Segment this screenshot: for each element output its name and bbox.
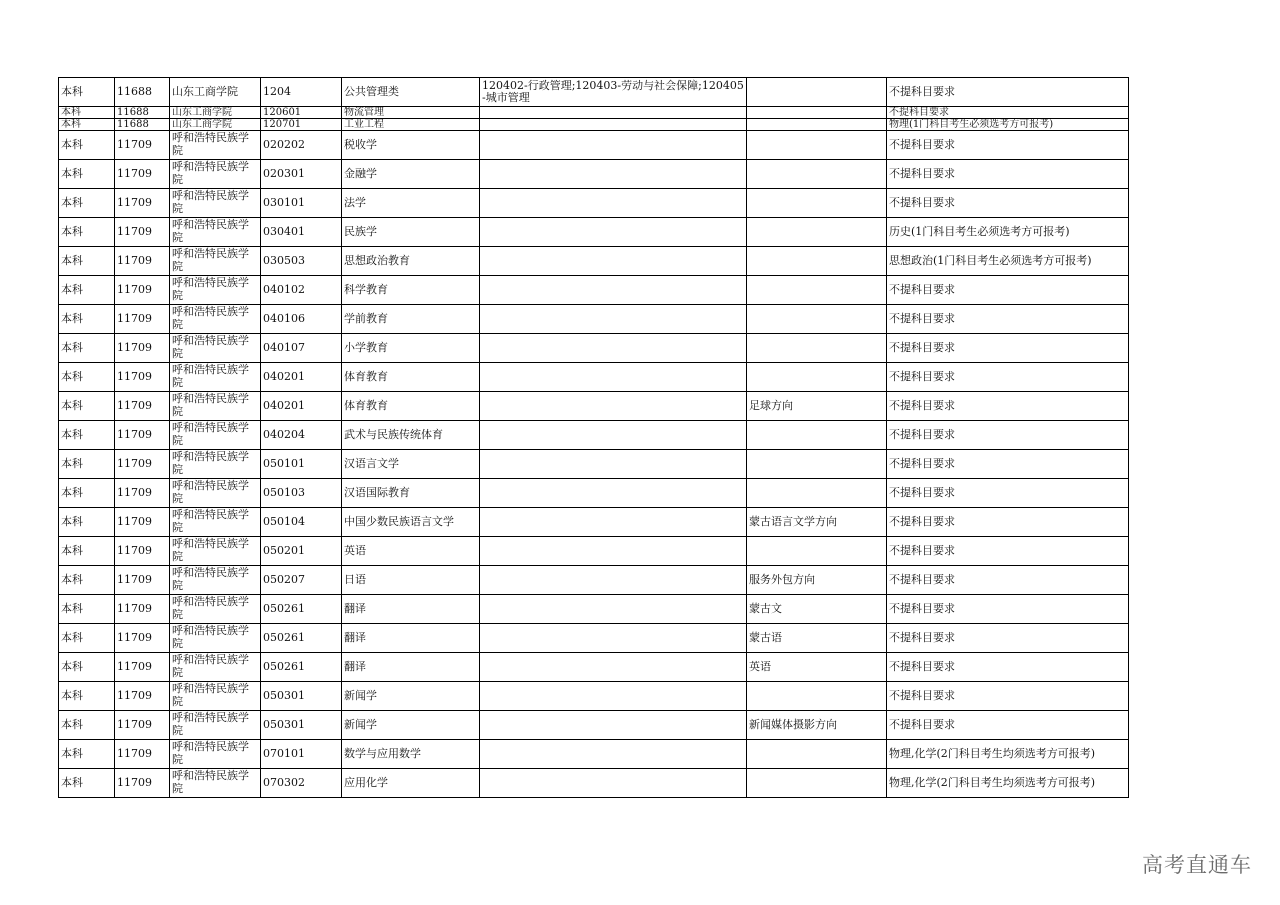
- major-note-cell: [747, 160, 887, 189]
- major-note-cell: [747, 218, 887, 247]
- level-cell: 本科: [59, 276, 115, 305]
- included-majors-cell: [480, 107, 747, 119]
- school-code-cell: 11709: [115, 508, 170, 537]
- subject-requirement-cell: 不提科目要求: [887, 508, 1129, 537]
- included-majors-cell: [480, 160, 747, 189]
- included-majors-cell: [480, 276, 747, 305]
- school-name-cell: 呼和浩特民族学院: [170, 363, 261, 392]
- major-name-cell: 小学教育: [342, 334, 480, 363]
- major-note-cell: [747, 740, 887, 769]
- major-code-cell: 050261: [261, 624, 342, 653]
- major-name-cell: 体育教育: [342, 363, 480, 392]
- major-note-cell: 服务外包方向: [747, 566, 887, 595]
- table-row: [59, 682, 1129, 711]
- school-code-cell: 11709: [115, 247, 170, 276]
- school-code-cell: 11709: [115, 160, 170, 189]
- major-name-cell: 思想政治教育: [342, 247, 480, 276]
- major-note-cell: [747, 334, 887, 363]
- major-code-cell: 020202: [261, 131, 342, 160]
- level-cell: 本科: [59, 160, 115, 189]
- major-note-cell: 蒙古文: [747, 595, 887, 624]
- major-name-cell: 民族学: [342, 218, 480, 247]
- major-note-cell: [747, 276, 887, 305]
- major-name-cell: 翻译: [342, 653, 480, 682]
- level-cell: 本科: [59, 566, 115, 595]
- school-code-cell: 11709: [115, 740, 170, 769]
- level-cell: 本科: [59, 508, 115, 537]
- subject-requirement-cell: 不提科目要求: [887, 711, 1129, 740]
- level-cell: 本科: [59, 334, 115, 363]
- subject-requirement-cell: 不提科目要求: [887, 392, 1129, 421]
- major-name-cell: 新闻学: [342, 711, 480, 740]
- school-code-cell: 11709: [115, 392, 170, 421]
- major-note-cell: [747, 107, 887, 119]
- subject-requirement-cell: 不提科目要求: [887, 450, 1129, 479]
- school-name-cell: 呼和浩特民族学院: [170, 392, 261, 421]
- school-code-cell: 11709: [115, 305, 170, 334]
- included-majors-cell: [480, 682, 747, 711]
- included-majors-cell: [480, 305, 747, 334]
- subject-requirement-cell: 不提科目要求: [887, 421, 1129, 450]
- major-code-cell: 1204: [261, 78, 342, 107]
- table-row: [59, 479, 1129, 508]
- level-cell: 本科: [59, 682, 115, 711]
- school-name-cell: 山东工商学院: [170, 78, 261, 107]
- major-code-cell: 040204: [261, 421, 342, 450]
- school-name-cell: 呼和浩特民族学院: [170, 334, 261, 363]
- level-cell: 本科: [59, 479, 115, 508]
- table-body: [59, 78, 1129, 798]
- subject-requirement-cell: 物理,化学(2门科目考生均须选考方可报考): [887, 769, 1129, 798]
- major-name-cell: 法学: [342, 189, 480, 218]
- included-majors-cell: [480, 595, 747, 624]
- major-name-cell: 日语: [342, 566, 480, 595]
- table-row: [59, 624, 1129, 653]
- table-row: [59, 276, 1129, 305]
- level-cell: 本科: [59, 537, 115, 566]
- school-name-cell: 呼和浩特民族学院: [170, 305, 261, 334]
- school-code-cell: 11709: [115, 189, 170, 218]
- subject-requirement-cell: 不提科目要求: [887, 624, 1129, 653]
- subject-requirement-cell: 不提科目要求: [887, 131, 1129, 160]
- school-name-cell: 呼和浩特民族学院: [170, 595, 261, 624]
- table-row: [59, 107, 1129, 119]
- school-name-cell: 呼和浩特民族学院: [170, 566, 261, 595]
- school-name-cell: 山东工商学院: [170, 119, 261, 131]
- major-code-cell: 050104: [261, 508, 342, 537]
- included-majors-cell: [480, 711, 747, 740]
- school-name-cell: 呼和浩特民族学院: [170, 276, 261, 305]
- school-name-cell: 呼和浩特民族学院: [170, 218, 261, 247]
- table-row: [59, 247, 1129, 276]
- subject-requirement-cell: 物理,化学(2门科目考生均须选考方可报考): [887, 740, 1129, 769]
- major-name-cell: 翻译: [342, 624, 480, 653]
- level-cell: 本科: [59, 769, 115, 798]
- level-cell: 本科: [59, 247, 115, 276]
- major-name-cell: 工业工程: [342, 119, 480, 131]
- table-row: [59, 508, 1129, 537]
- included-majors-cell: [480, 392, 747, 421]
- major-code-cell: 030101: [261, 189, 342, 218]
- school-code-cell: 11709: [115, 769, 170, 798]
- table-row: [59, 363, 1129, 392]
- level-cell: 本科: [59, 131, 115, 160]
- included-majors-cell: [480, 479, 747, 508]
- school-code-cell: 11709: [115, 450, 170, 479]
- included-majors-cell: [480, 508, 747, 537]
- subject-requirement-cell: 不提科目要求: [887, 537, 1129, 566]
- school-code-cell: 11709: [115, 363, 170, 392]
- major-note-cell: 蒙古语: [747, 624, 887, 653]
- major-code-cell: 050201: [261, 537, 342, 566]
- table-row: [59, 392, 1129, 421]
- major-code-cell: 040106: [261, 305, 342, 334]
- level-cell: 本科: [59, 119, 115, 131]
- included-majors-cell: [480, 653, 747, 682]
- school-name-cell: 呼和浩特民族学院: [170, 653, 261, 682]
- table-row: [59, 740, 1129, 769]
- school-name-cell: 呼和浩特民族学院: [170, 624, 261, 653]
- level-cell: 本科: [59, 595, 115, 624]
- major-name-cell: 应用化学: [342, 769, 480, 798]
- included-majors-cell: [480, 769, 747, 798]
- school-name-cell: 呼和浩特民族学院: [170, 682, 261, 711]
- subject-requirement-cell: 不提科目要求: [887, 107, 1129, 119]
- major-code-cell: 030401: [261, 218, 342, 247]
- school-name-cell: 呼和浩特民族学院: [170, 769, 261, 798]
- included-majors-cell: [480, 740, 747, 769]
- major-code-cell: 050103: [261, 479, 342, 508]
- table-row: [59, 160, 1129, 189]
- included-majors-cell: [480, 218, 747, 247]
- major-name-cell: 学前教育: [342, 305, 480, 334]
- major-note-cell: [747, 119, 887, 131]
- school-code-cell: 11709: [115, 711, 170, 740]
- level-cell: 本科: [59, 363, 115, 392]
- school-name-cell: 呼和浩特民族学院: [170, 479, 261, 508]
- school-code-cell: 11709: [115, 218, 170, 247]
- subject-requirement-cell: 思想政治(1门科目考生必须选考方可报考): [887, 247, 1129, 276]
- school-code-cell: 11709: [115, 421, 170, 450]
- major-code-cell: 030503: [261, 247, 342, 276]
- school-name-cell: 山东工商学院: [170, 107, 261, 119]
- major-note-cell: [747, 247, 887, 276]
- major-note-cell: 新闻媒体摄影方向: [747, 711, 887, 740]
- major-note-cell: [747, 682, 887, 711]
- major-name-cell: 物流管理: [342, 107, 480, 119]
- included-majors-cell: [480, 363, 747, 392]
- table-row: [59, 537, 1129, 566]
- subject-requirement-cell: 不提科目要求: [887, 305, 1129, 334]
- school-name-cell: 呼和浩特民族学院: [170, 740, 261, 769]
- school-name-cell: 呼和浩特民族学院: [170, 421, 261, 450]
- major-name-cell: 英语: [342, 537, 480, 566]
- table-row: [59, 653, 1129, 682]
- table-row: [59, 450, 1129, 479]
- included-majors-cell: [480, 421, 747, 450]
- major-name-cell: 税收学: [342, 131, 480, 160]
- school-name-cell: 呼和浩特民族学院: [170, 450, 261, 479]
- subject-requirement-cell: 不提科目要求: [887, 78, 1129, 107]
- table-row: [59, 711, 1129, 740]
- major-name-cell: 金融学: [342, 160, 480, 189]
- school-name-cell: 呼和浩特民族学院: [170, 247, 261, 276]
- major-name-cell: 汉语国际教育: [342, 479, 480, 508]
- major-note-cell: [747, 305, 887, 334]
- major-note-cell: [747, 131, 887, 160]
- major-note-cell: [747, 421, 887, 450]
- included-majors-cell: [480, 566, 747, 595]
- level-cell: 本科: [59, 711, 115, 740]
- major-note-cell: 英语: [747, 653, 887, 682]
- subject-requirement-cell: 不提科目要求: [887, 160, 1129, 189]
- school-name-cell: 呼和浩特民族学院: [170, 508, 261, 537]
- subject-requirement-cell: 不提科目要求: [887, 595, 1129, 624]
- subject-requirement-cell: 不提科目要求: [887, 363, 1129, 392]
- level-cell: 本科: [59, 421, 115, 450]
- major-note-cell: 蒙古语言文学方向: [747, 508, 887, 537]
- major-name-cell: 数学与应用数学: [342, 740, 480, 769]
- major-note-cell: [747, 450, 887, 479]
- major-code-cell: 120701: [261, 119, 342, 131]
- table-row: [59, 566, 1129, 595]
- level-cell: 本科: [59, 78, 115, 107]
- subject-requirement-cell: 不提科目要求: [887, 189, 1129, 218]
- school-code-cell: 11709: [115, 653, 170, 682]
- table-row: [59, 334, 1129, 363]
- included-majors-cell: [480, 334, 747, 363]
- subject-requirement-cell: 历史(1门科目考生必须选考方可报考): [887, 218, 1129, 247]
- school-code-cell: 11709: [115, 624, 170, 653]
- major-code-cell: 120601: [261, 107, 342, 119]
- table-row: [59, 769, 1129, 798]
- table-row: [59, 131, 1129, 160]
- major-note-cell: [747, 769, 887, 798]
- table-row: [59, 218, 1129, 247]
- table-row: [59, 305, 1129, 334]
- major-code-cell: 050261: [261, 595, 342, 624]
- major-name-cell: 公共管理类: [342, 78, 480, 107]
- school-name-cell: 呼和浩特民族学院: [170, 131, 261, 160]
- major-code-cell: 050261: [261, 653, 342, 682]
- level-cell: 本科: [59, 653, 115, 682]
- major-code-cell: 040102: [261, 276, 342, 305]
- major-code-cell: 040107: [261, 334, 342, 363]
- included-majors-cell: [480, 119, 747, 131]
- school-code-cell: 11709: [115, 479, 170, 508]
- major-code-cell: 050301: [261, 682, 342, 711]
- level-cell: 本科: [59, 392, 115, 421]
- table-row: [59, 189, 1129, 218]
- school-name-cell: 呼和浩特民族学院: [170, 160, 261, 189]
- major-note-cell: [747, 189, 887, 218]
- level-cell: 本科: [59, 450, 115, 479]
- level-cell: 本科: [59, 740, 115, 769]
- school-code-cell: 11688: [115, 119, 170, 131]
- level-cell: 本科: [59, 305, 115, 334]
- school-code-cell: 11709: [115, 682, 170, 711]
- major-code-cell: 070302: [261, 769, 342, 798]
- school-name-cell: 呼和浩特民族学院: [170, 189, 261, 218]
- subject-requirement-cell: 不提科目要求: [887, 566, 1129, 595]
- major-code-cell: 050101: [261, 450, 342, 479]
- major-code-cell: 040201: [261, 392, 342, 421]
- major-code-cell: 020301: [261, 160, 342, 189]
- subject-requirement-cell: 不提科目要求: [887, 334, 1129, 363]
- school-code-cell: 11709: [115, 334, 170, 363]
- major-name-cell: 体育教育: [342, 392, 480, 421]
- subject-requirement-cell: 不提科目要求: [887, 653, 1129, 682]
- major-code-cell: 050301: [261, 711, 342, 740]
- table-row: [59, 119, 1129, 131]
- major-note-cell: [747, 479, 887, 508]
- school-code-cell: 11688: [115, 107, 170, 119]
- school-name-cell: 呼和浩特民族学院: [170, 537, 261, 566]
- included-majors-cell: [480, 131, 747, 160]
- school-code-cell: 11709: [115, 595, 170, 624]
- table-row: [59, 595, 1129, 624]
- major-name-cell: 中国少数民族语言文学: [342, 508, 480, 537]
- school-code-cell: 11709: [115, 537, 170, 566]
- school-code-cell: 11688: [115, 78, 170, 107]
- included-majors-cell: [480, 450, 747, 479]
- school-code-cell: 11709: [115, 276, 170, 305]
- major-name-cell: 科学教育: [342, 276, 480, 305]
- major-code-cell: 050207: [261, 566, 342, 595]
- major-code-cell: 040201: [261, 363, 342, 392]
- included-majors-cell: [480, 537, 747, 566]
- table-row: [59, 421, 1129, 450]
- major-note-cell: [747, 537, 887, 566]
- level-cell: 本科: [59, 107, 115, 119]
- subject-requirement-cell: 物理(1门科目考生必须选考方可报考): [887, 119, 1129, 131]
- major-name-cell: 新闻学: [342, 682, 480, 711]
- table-row: [59, 78, 1129, 107]
- school-name-cell: 呼和浩特民族学院: [170, 711, 261, 740]
- school-code-cell: 11709: [115, 131, 170, 160]
- subject-requirement-cell: 不提科目要求: [887, 479, 1129, 508]
- level-cell: 本科: [59, 624, 115, 653]
- major-note-cell: [747, 363, 887, 392]
- major-name-cell: 武术与民族传统体育: [342, 421, 480, 450]
- school-code-cell: 11709: [115, 566, 170, 595]
- level-cell: 本科: [59, 218, 115, 247]
- major-code-cell: 070101: [261, 740, 342, 769]
- major-name-cell: 汉语言文学: [342, 450, 480, 479]
- included-majors-cell: [480, 624, 747, 653]
- included-majors-cell: 120402-行政管理;120403-劳动与社会保障;120405-城市管理: [480, 78, 747, 107]
- included-majors-cell: [480, 247, 747, 276]
- included-majors-cell: [480, 189, 747, 218]
- subject-requirement-cell: 不提科目要求: [887, 682, 1129, 711]
- subject-requirement-cell: 不提科目要求: [887, 276, 1129, 305]
- watermark-logo: 高考直通车: [1142, 853, 1252, 877]
- level-cell: 本科: [59, 189, 115, 218]
- major-note-cell: 足球方向: [747, 392, 887, 421]
- major-name-cell: 翻译: [342, 595, 480, 624]
- admission-requirements-table: [58, 77, 1129, 798]
- major-note-cell: [747, 78, 887, 107]
